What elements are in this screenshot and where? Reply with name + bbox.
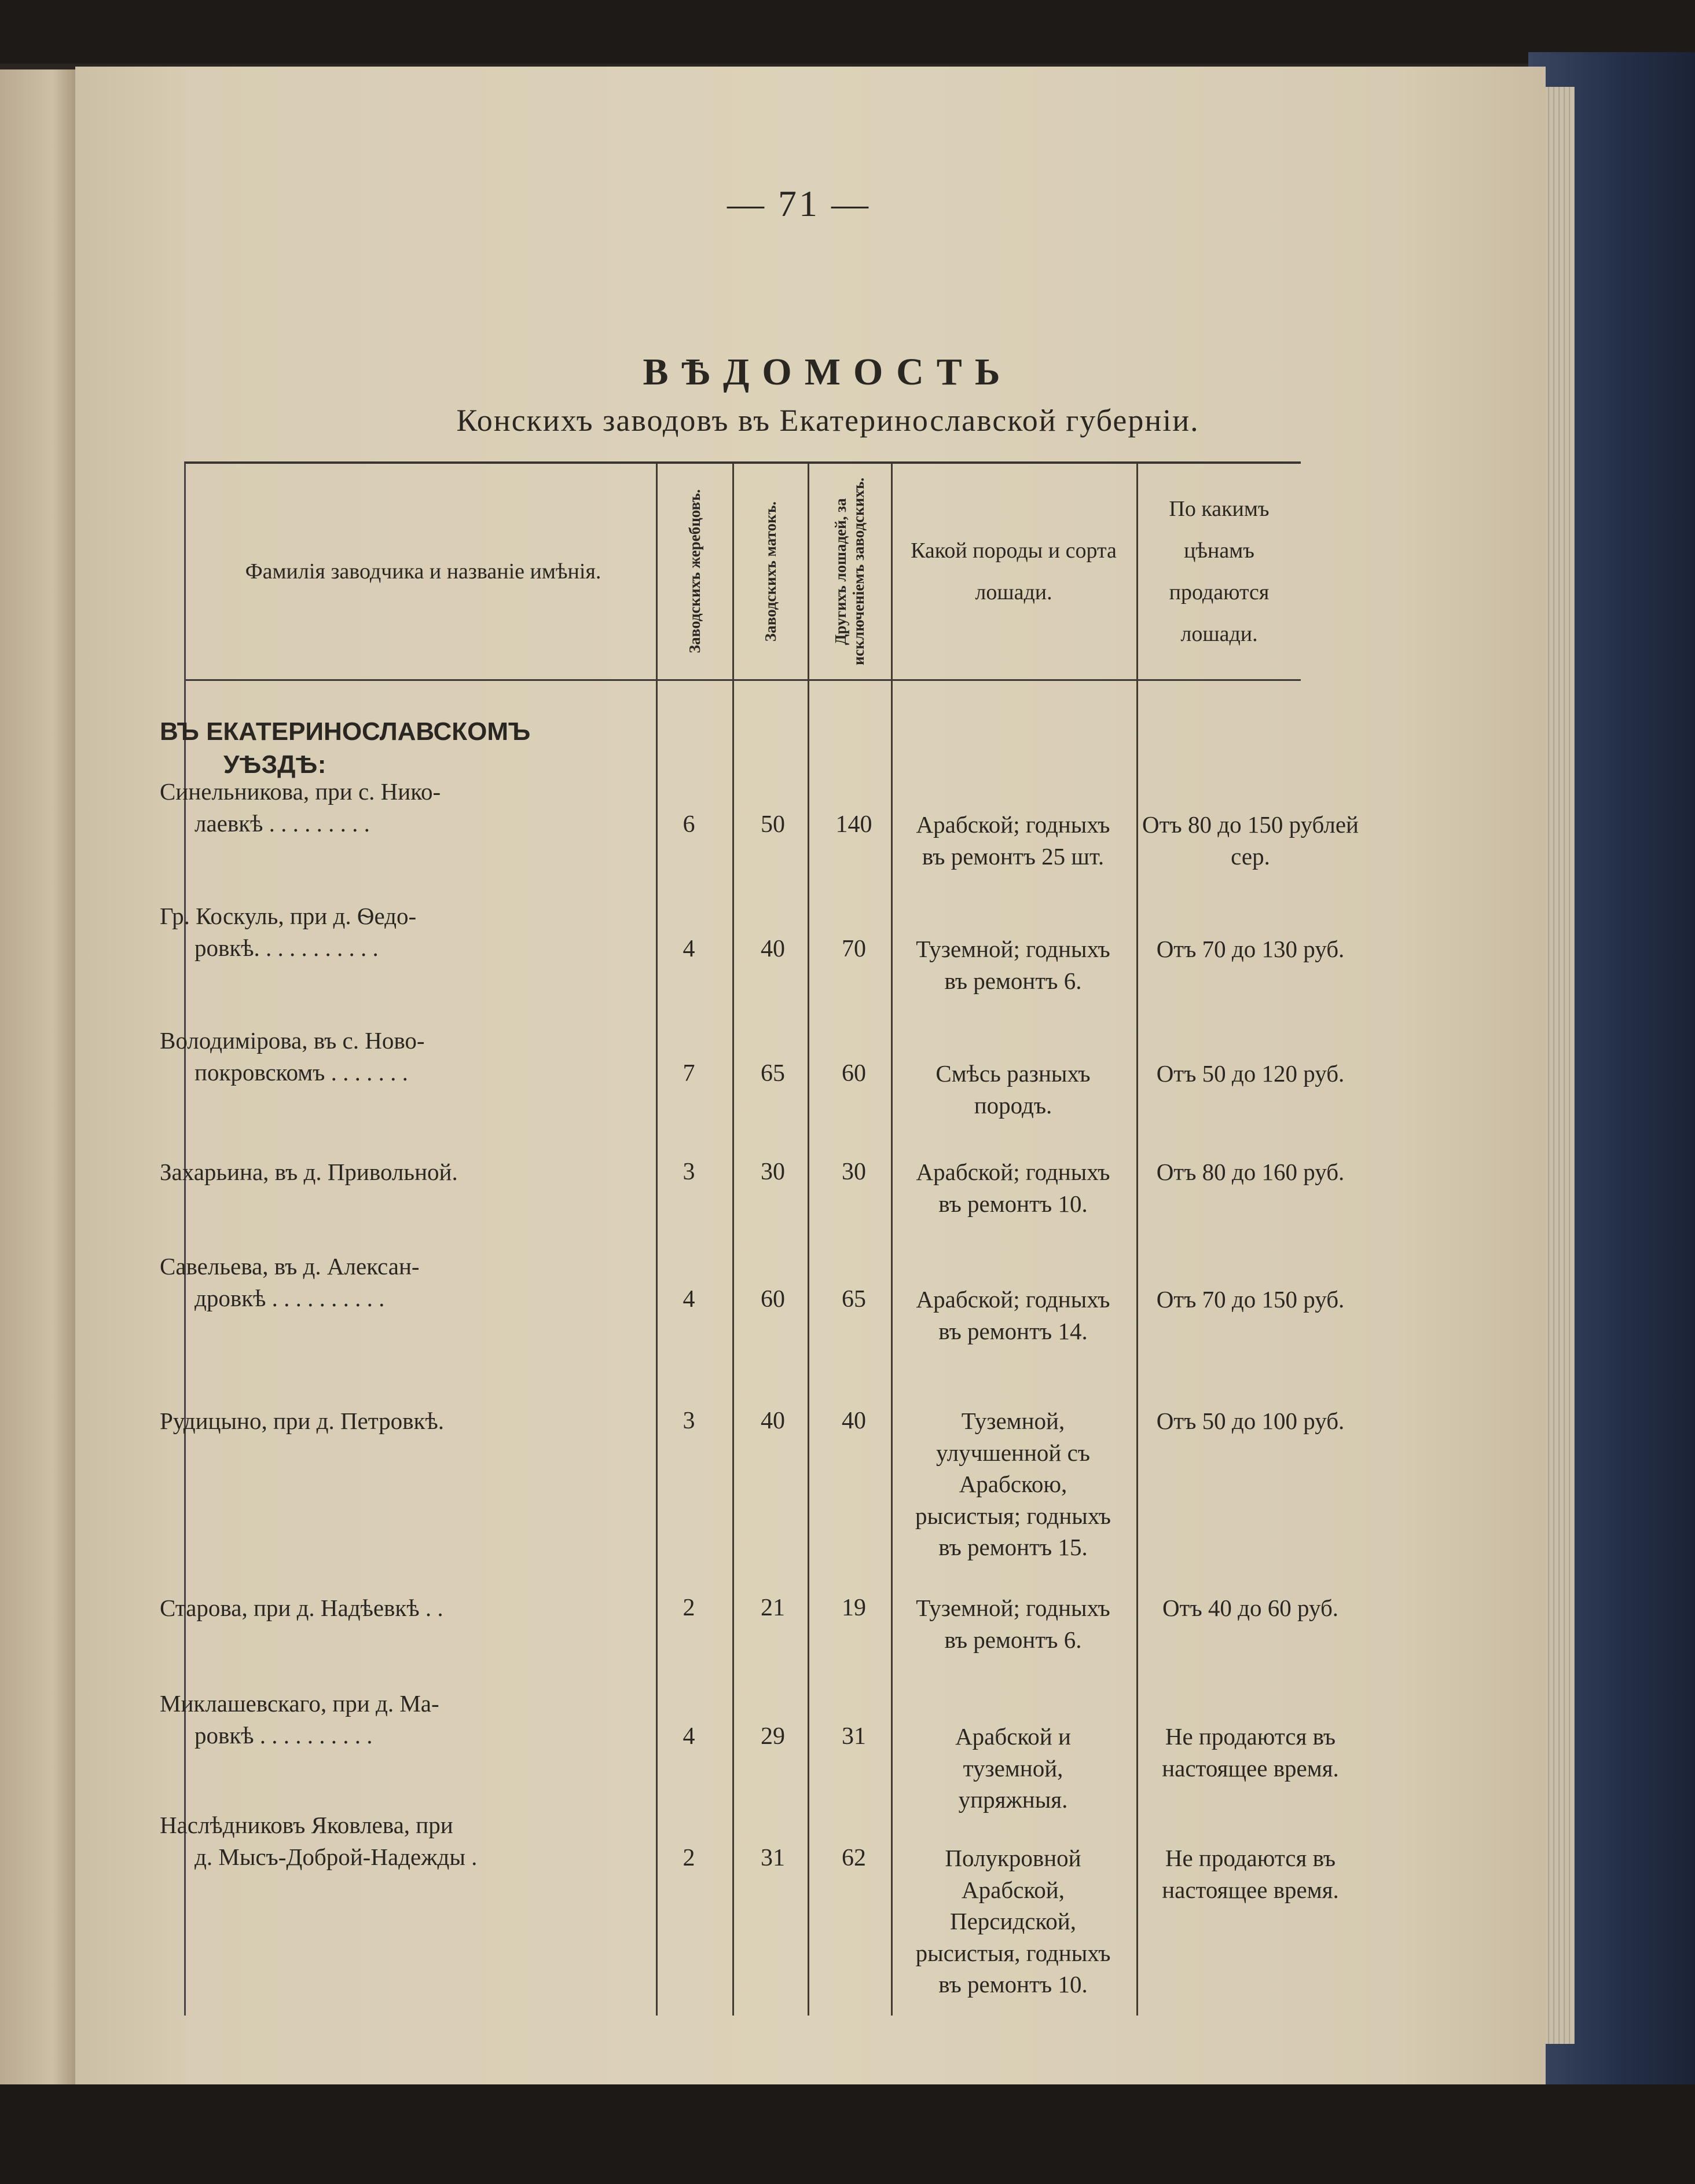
price-cell: Отъ 80 до 160 руб. xyxy=(1156,1159,1345,1185)
breed-cell: Туземной, улучшенной съ Арабскою, рысистыя; годныхъ въ ремонтъ 15. xyxy=(915,1408,1111,1561)
section-heading-line: ВЪ ЕКАТЕРИНОСЛАВСКОМЪ xyxy=(160,717,531,746)
stallions-cell: 4 xyxy=(683,1286,695,1313)
breed-cell: Арабской и туземной, упряжныя. xyxy=(955,1723,1071,1813)
price-cell: Отъ 50 до 120 руб. xyxy=(1156,1060,1345,1087)
mares-cell: 50 xyxy=(761,811,785,838)
stallions-cell: 4 xyxy=(683,1723,695,1750)
breed-cell: Туземной; годныхъ въ ремонтъ 6. xyxy=(916,936,1110,994)
price-cell: Отъ 70 до 130 руб. xyxy=(1156,936,1345,962)
breed-cell: Туземной; годныхъ въ ремонтъ 6. xyxy=(916,1595,1110,1653)
stallions-cell: 7 xyxy=(683,1060,695,1087)
other-horses-cell: 140 xyxy=(835,811,872,838)
price-cell: Отъ 80 до 150 рублей сер. xyxy=(1142,811,1359,870)
other-horses-cell: 62 xyxy=(842,1845,866,1871)
column-divider xyxy=(732,464,734,2016)
mares-cell: 21 xyxy=(761,1595,785,1621)
owner-cell: Савельева, въ д. Алексан- дровкѣ . . . . . . . . . . xyxy=(160,1253,420,1311)
left-page-edge xyxy=(0,69,75,2084)
mares-cell: 30 xyxy=(761,1159,785,1185)
mares-cell: 29 xyxy=(761,1723,785,1750)
stallions-cell: 4 xyxy=(683,936,695,962)
header-owner: Фамилія заводчика и названіе имѣнія. xyxy=(245,559,601,584)
owner-cell: Миклашевскаго, при д. Ма- ровкѣ . . . . . . . . . . xyxy=(160,1690,439,1749)
owner-cell: Старова, при д. Надѣевкѣ . . xyxy=(160,1595,443,1621)
price-cell: Отъ 40 до 60 руб. xyxy=(1162,1595,1339,1621)
stallions-cell: 3 xyxy=(683,1159,695,1185)
owner-cell: Гр. Коскуль, при д. Ѳедо- ровкѣ. . . . . . . . . . . xyxy=(160,903,417,961)
breed-cell: Арабской; годныхъ въ ремонтъ 14. xyxy=(916,1286,1110,1344)
background-bottom xyxy=(0,2084,1695,2184)
page-title: ВѢДОМОСТЬ xyxy=(643,351,1013,393)
mares-cell: 65 xyxy=(761,1060,785,1087)
mares-cell: 31 xyxy=(761,1845,785,1871)
owner-cell: Захарьина, въ д. Привольной. xyxy=(160,1159,458,1185)
section-heading-line: УѢЗДѢ: xyxy=(223,750,326,779)
header-price: По какимъ цѣнамъ продаются лошади. xyxy=(1169,496,1270,647)
stallions-cell: 2 xyxy=(683,1595,695,1621)
bleed-through-text xyxy=(1372,379,1627,2058)
header-mares: Заводскихъ матокъ. xyxy=(761,501,779,642)
other-horses-cell: 65 xyxy=(842,1286,866,1313)
price-cell: Отъ 70 до 150 руб. xyxy=(1156,1286,1345,1313)
other-horses-cell: 60 xyxy=(842,1060,866,1087)
owner-cell: Синельникова, при с. Нико- лаевкѣ . . . . . . . . . xyxy=(160,778,441,837)
other-horses-cell: 40 xyxy=(842,1408,866,1434)
mares-cell: 60 xyxy=(761,1286,785,1313)
book-page xyxy=(75,67,1546,2093)
owner-cell: Володимірова, въ с. Ново- покровскомъ . . . . . . . xyxy=(160,1027,425,1086)
stud-farm-table xyxy=(184,461,1301,2016)
column-divider xyxy=(656,464,658,2016)
stallions-cell: 6 xyxy=(683,811,695,838)
other-horses-cell: 70 xyxy=(842,936,866,962)
price-cell: Не продаются въ настоящее время. xyxy=(1162,1845,1339,1903)
header-other-horses: Другихъ лошадей, за исключеніемъ заводскихъ. xyxy=(832,477,868,666)
owner-cell: Рудицыно, при д. Петровкѣ. xyxy=(160,1408,444,1434)
breed-cell: Смѣсь разныхъ породъ. xyxy=(935,1060,1091,1119)
breed-cell: Полукровной Арабской, Персидской, рысистыя, годныхъ въ ремонтъ 10. xyxy=(915,1845,1111,1998)
price-cell: Отъ 50 до 100 руб. xyxy=(1156,1408,1345,1434)
mares-cell: 40 xyxy=(761,936,785,962)
page-subtitle: Конскихъ заводовъ въ Екатеринославской губерніи. xyxy=(456,403,1199,438)
column-divider xyxy=(1136,464,1138,2016)
header-divider xyxy=(186,679,1301,681)
stallions-cell: 3 xyxy=(683,1408,695,1434)
breed-cell: Арабской; годныхъ въ ремонтъ 10. xyxy=(916,1159,1110,1217)
price-cell: Не продаются въ настоящее время. xyxy=(1162,1723,1339,1782)
background-top xyxy=(0,0,1695,64)
header-stallions: Заводскихъ жеребцовъ. xyxy=(685,489,703,654)
breed-cell: Арабской; годныхъ въ ремонтъ 25 шт. xyxy=(916,811,1110,870)
mares-cell: 40 xyxy=(761,1408,785,1434)
header-breed: Какой породы и сорта лошади. xyxy=(911,538,1117,604)
page-number: — 71 — xyxy=(727,183,871,224)
other-horses-cell: 19 xyxy=(842,1595,866,1621)
section-heading xyxy=(160,715,652,781)
column-divider xyxy=(808,464,809,2016)
other-horses-cell: 31 xyxy=(842,1723,866,1750)
other-horses-cell: 30 xyxy=(842,1159,866,1185)
column-divider xyxy=(891,464,893,2016)
stallions-cell: 2 xyxy=(683,1845,695,1871)
owner-cell: Наслѣдниковъ Яковлева, при д. Мысъ-Доброй-Надежды . xyxy=(160,1812,478,1870)
